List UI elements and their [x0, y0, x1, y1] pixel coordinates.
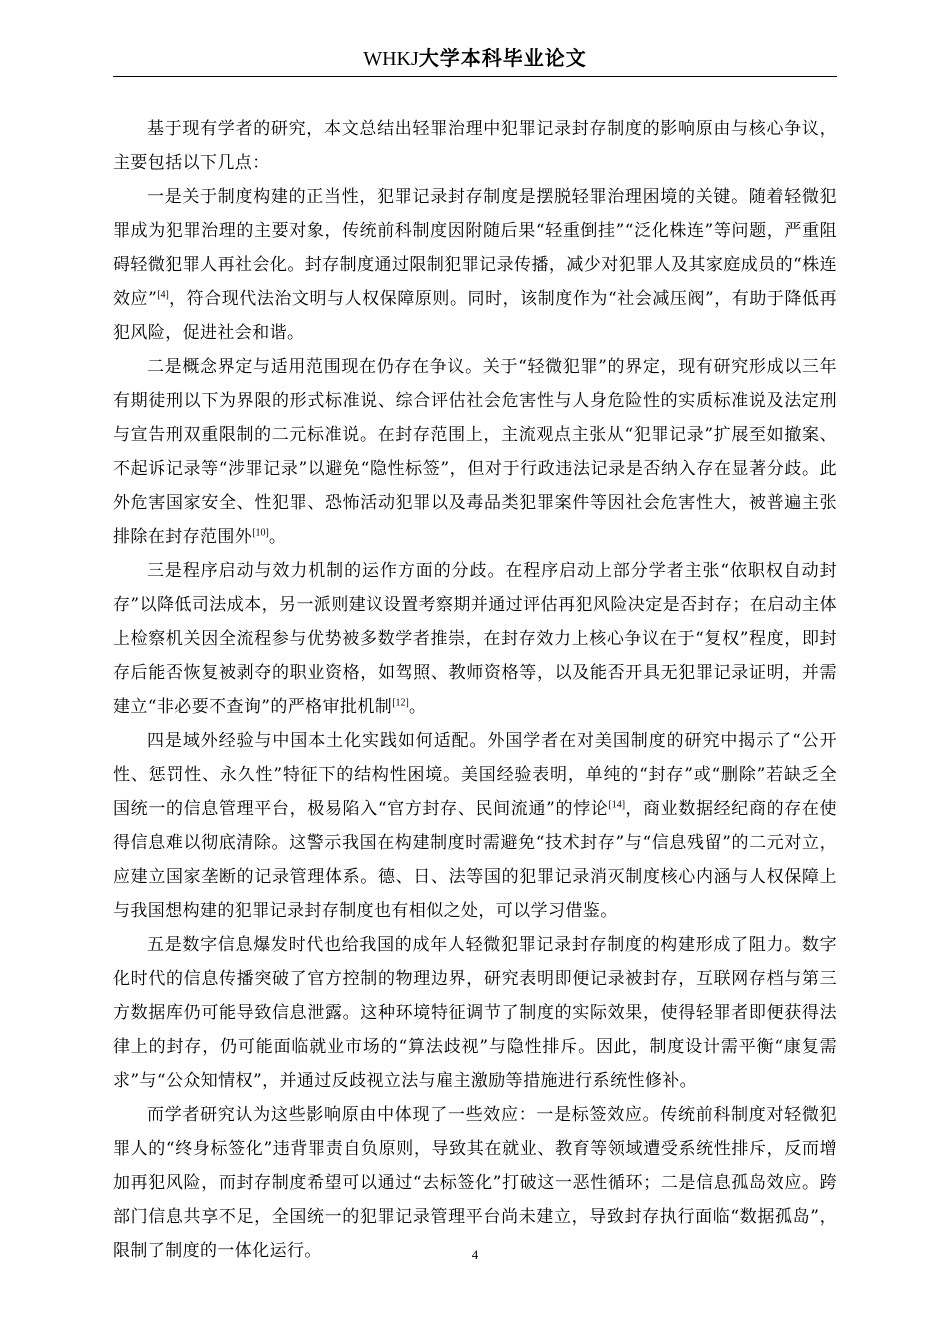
paragraph-text-continued: ，商业数据经纪商的存在使得信息难以彻底清除。这警示我国在构建制度时需避免“技术封存”与“信息残留”的二元对立，应建立国家垄断的记录管理体系。德、日、法等国的犯罪记录消灭制度核心内涵与人权保障上与我国想构建的犯罪记录封存制度也有相似之处，可以学习借鉴。 — [113, 799, 837, 921]
paragraph-text: 三是程序启动与效力机制的运作方面的分歧。在程序启动上部分学者主张“依职权自动封存”以降低司法成本，另一派则建议设置考察期并通过评估再犯风险决定是否封存；在启动主体上检察机关因全流程参与优势被多数学者推崇，在封存效力上核心争议在于“复权”程度，即封存后能否恢复被剥夺的职业资格，如驾照、教师资格等，以及能否开具无犯罪记录证明，并需建立“非必要不查询”的严格审批机制 — [113, 561, 837, 717]
paragraph-text: 而学者研究认为这些影响原由中体现了一些效应：一是标签效应。传统前科制度对轻微犯罪人的“终身标签化”违背罪责自负原则，导致其在就业、教育等领域遭受系统性排斥，反而增加再犯风险，而封存制度希望可以通过“去标签化”打破这一恶性循环；二是信息孤岛效应。跨部门信息共享不足，全国统一的犯罪记录管理平台尚未建立，导致封存执行面临“数据孤岛”，限制了制度的一体化运行。 — [113, 1105, 837, 1261]
header-school-code: WHKJ — [363, 48, 419, 70]
paragraph-text: 二是概念界定与适用范围现在仍存在争议。关于“轻微犯罪”的界定，现有研究形成以三年有期徒刑以下为界限的形式标准说、综合评估社会危害性与人身危险性的实质标准说及法定刑与宣告刑双重限制的二元标准说。在封存范围上，主流观点主张从“犯罪记录”扩展至如撤案、不起诉记录等“涉罪记录”以避免“隐性标签”，但对于行政违法记录是否纳入存在显著分歧。此外危害国家安全、性犯罪、恐怖活动犯罪以及毒品类犯罪案件等因社会危害性大，被普遍主张排除在封存范围外 — [113, 357, 837, 547]
paragraph-intro — [113, 112, 837, 180]
citation-ref: [12] — [392, 697, 409, 709]
header-rule — [113, 76, 837, 77]
paragraph-point-4 — [113, 724, 837, 928]
paragraph-effects — [113, 1098, 837, 1268]
paragraph-text: 四是域外经验与中国本土化实践如何适配。外国学者在对美国制度的研究中揭示了“公开性、惩罚性、永久性”特征下的结构性困境。美国经验表明，单纯的“封存”或“删除”若缺乏全国统一的信息管理平台，极易陷入“官方封存、民间流通”的悖论 — [113, 731, 837, 819]
body-text — [113, 112, 837, 1268]
running-header — [113, 43, 837, 74]
paragraph-point-5 — [113, 928, 837, 1098]
citation-ref: [4] — [157, 289, 169, 301]
citation-ref: [14] — [608, 799, 626, 811]
paragraph-text-continued: 。 — [268, 527, 287, 547]
paragraph-text: 一是关于制度构建的正当性，犯罪记录封存制度是摆脱轻罪治理困境的关键。随着轻微犯罪成为犯罪治理的主要对象，传统前科制度因附随后果“轻重倒挂”“泛化株连”等问题，严重阻碍轻微犯罪人再社会化。封存制度通过限制犯罪记录传播，减少对犯罪人及其家庭成员的“株连效应” — [113, 187, 837, 309]
paragraph-text: 基于现有学者的研究，本文总结出轻罪治理中犯罪记录封存制度的影响原由与核心争议，主要包括以下几点： — [113, 119, 837, 173]
paragraph-text-continued: 。 — [408, 697, 427, 717]
page-number: 4 — [471, 1247, 479, 1262]
citation-ref: [10] — [252, 527, 269, 539]
paragraph-point-2 — [113, 350, 837, 554]
paragraph-point-1 — [113, 180, 837, 350]
header-title: 大学本科毕业论文 — [418, 46, 587, 70]
paragraph-text: 五是数字信息爆发时代也给我国的成年人轻微犯罪记录封存制度的构建形成了阻力。数字化时代的信息传播突破了官方控制的物理边界，研究表明即便记录被封存，互联网存档与第三方数据库仍可能导致信息泄露。这种环境特征调节了制度的实际效果，使得轻罪者即便获得法律上的封存，仍可能面临就业市场的“算法歧视”与隐性排斥。因此，制度设计需平衡“康复需求”与“公众知情权”，并通过反歧视立法与雇主激励等措施进行系统性修补。 — [113, 935, 837, 1091]
paragraph-point-3 — [113, 554, 837, 724]
paragraph-text-continued: ，符合现代法治文明与人权保障原则。同时，该制度作为“社会减压阀”，有助于降低再犯风险，促进社会和谐。 — [113, 289, 837, 343]
